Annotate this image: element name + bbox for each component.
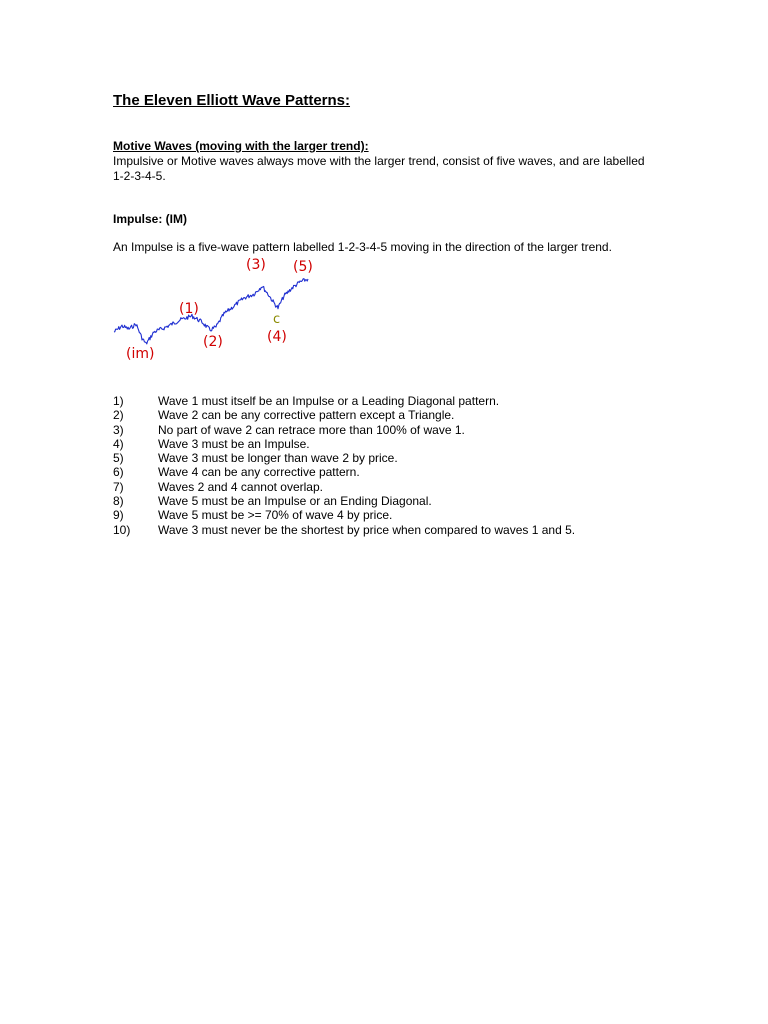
rules-list [113,394,575,537]
rule-text: Wave 2 can be any corrective pattern except a Triangle. [158,408,455,423]
rule-number: 10) [113,522,131,537]
rule-text: Wave 3 must never be the shortest by price when compared to waves 1 and 5. [158,522,576,537]
wave-label-2: (2) [203,334,223,350]
rule-item [113,465,575,479]
motive-waves-heading: Motive Waves (moving with the larger trend): [113,139,369,153]
rule-text: Waves 2 and 4 cannot overlap. [158,479,323,494]
rule-text: No part of wave 2 can retrace more than 100% of wave 1. [158,422,465,437]
rule-item [113,408,575,422]
impulse-wave-diagram [112,252,322,366]
wave-label-3: (3) [246,257,266,273]
rule-item [113,451,575,465]
rule-item [113,523,575,537]
rule-item [113,437,575,451]
rule-item [113,494,575,508]
rule-text: Wave 3 must be an Impulse. [158,436,310,451]
rule-text: Wave 1 must itself be an Impulse or a Leading Diagonal pattern. [158,394,500,408]
wave-label-c: c [273,312,281,327]
rule-number: 5) [113,451,124,466]
rule-text: Wave 3 must be longer than wave 2 by price. [158,451,398,466]
wave-label-5: (5) [293,259,313,275]
page-title: The Eleven Elliott Wave Patterns: [113,92,351,109]
rule-text: Wave 5 must be >= 70% of wave 4 by price. [158,508,393,523]
rule-item [113,423,575,437]
rule-number: 4) [113,436,124,451]
rule-number: 8) [113,494,124,509]
wave-label-4: (4) [267,329,287,345]
motive-waves-text: Impulsive or Motive waves always move with the larger trend, consist of five waves, and are labelled 1-2-3-4-5. [113,154,645,183]
impulse-description: An Impulse is a five-wave pattern labelled 1-2-3-4-5 moving in the direction of the larger trend. [113,240,612,254]
rule-number: 2) [113,408,124,423]
rule-number: 7) [113,479,124,494]
rule-number: 6) [113,465,124,480]
impulse-wave-figure [112,252,322,366]
rule-item [113,394,575,408]
rule-number: 1) [113,394,124,408]
rule-text: Wave 5 must be an Impulse or an Ending Diagonal. [158,494,432,509]
rule-text: Wave 4 can be any corrective pattern. [158,465,360,480]
rule-item [113,508,575,522]
wave-label-im: (im) [126,346,155,362]
impulse-heading: Impulse: (IM) [113,212,187,226]
rule-item [113,480,575,494]
rule-number: 9) [113,508,124,523]
rule-number: 3) [113,422,124,437]
wave-label-1: (1) [179,301,199,317]
